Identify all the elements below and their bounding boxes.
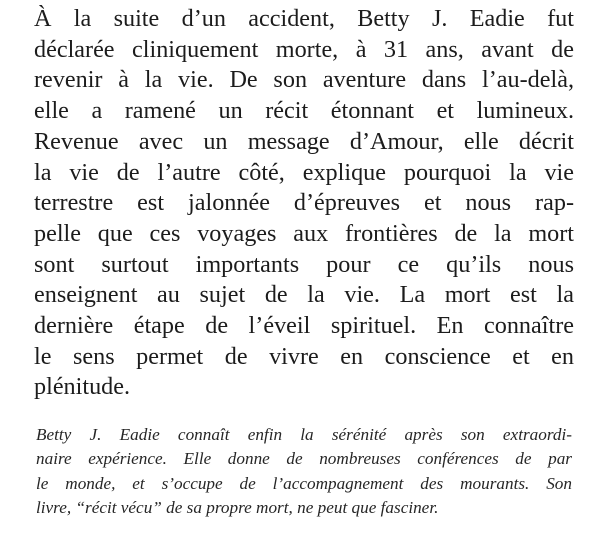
summary-line: sont surtout importants pour ce qu’ils nous bbox=[34, 250, 574, 278]
author-note-line: livre, “récit vécu” de sa propre mort, ne peut que fasciner. bbox=[36, 497, 439, 517]
author-note-line: Betty J. Eadie connaît enfin la sérénité après son extraordi- bbox=[36, 425, 572, 444]
summary-paragraph bbox=[34, 4, 574, 403]
summary-line: revenir à la vie. De son aventure dans l’au-delà, bbox=[34, 66, 574, 94]
summary-line: enseignent au sujet de la vie. La mort est la bbox=[34, 281, 574, 309]
summary-line: déclarée cliniquement morte, à 31 ans, avant de bbox=[34, 35, 574, 63]
summary-line: elle a ramené un récit étonnant et lumineux. bbox=[34, 97, 574, 125]
summary-line: Revenue avec un message d’Amour, elle décrit bbox=[34, 127, 574, 155]
summary-line: terrestre est jalonnée d’épreuves et nous rap- bbox=[34, 189, 574, 217]
summary-line: dernière étape de l’éveil spirituel. En connaître bbox=[34, 312, 574, 340]
author-note-line: le monde, et s’occupe de l’accompagnement des mourants. Son bbox=[36, 473, 572, 493]
author-note-line: naire expérience. Elle donne de nombreuses conférences de par bbox=[36, 449, 572, 469]
summary-line: le sens permet de vivre en conscience et en bbox=[34, 342, 574, 370]
summary-line: la vie de l’autre côté, explique pourquoi la vie bbox=[34, 158, 574, 186]
summary-line: plénitude. bbox=[34, 373, 131, 401]
author-note bbox=[36, 423, 572, 520]
summary-line: pelle que ces voyages aux frontières de la mort bbox=[34, 219, 574, 247]
summary-line: À la suite d’un accident, Betty J. Eadie fut bbox=[34, 5, 574, 32]
